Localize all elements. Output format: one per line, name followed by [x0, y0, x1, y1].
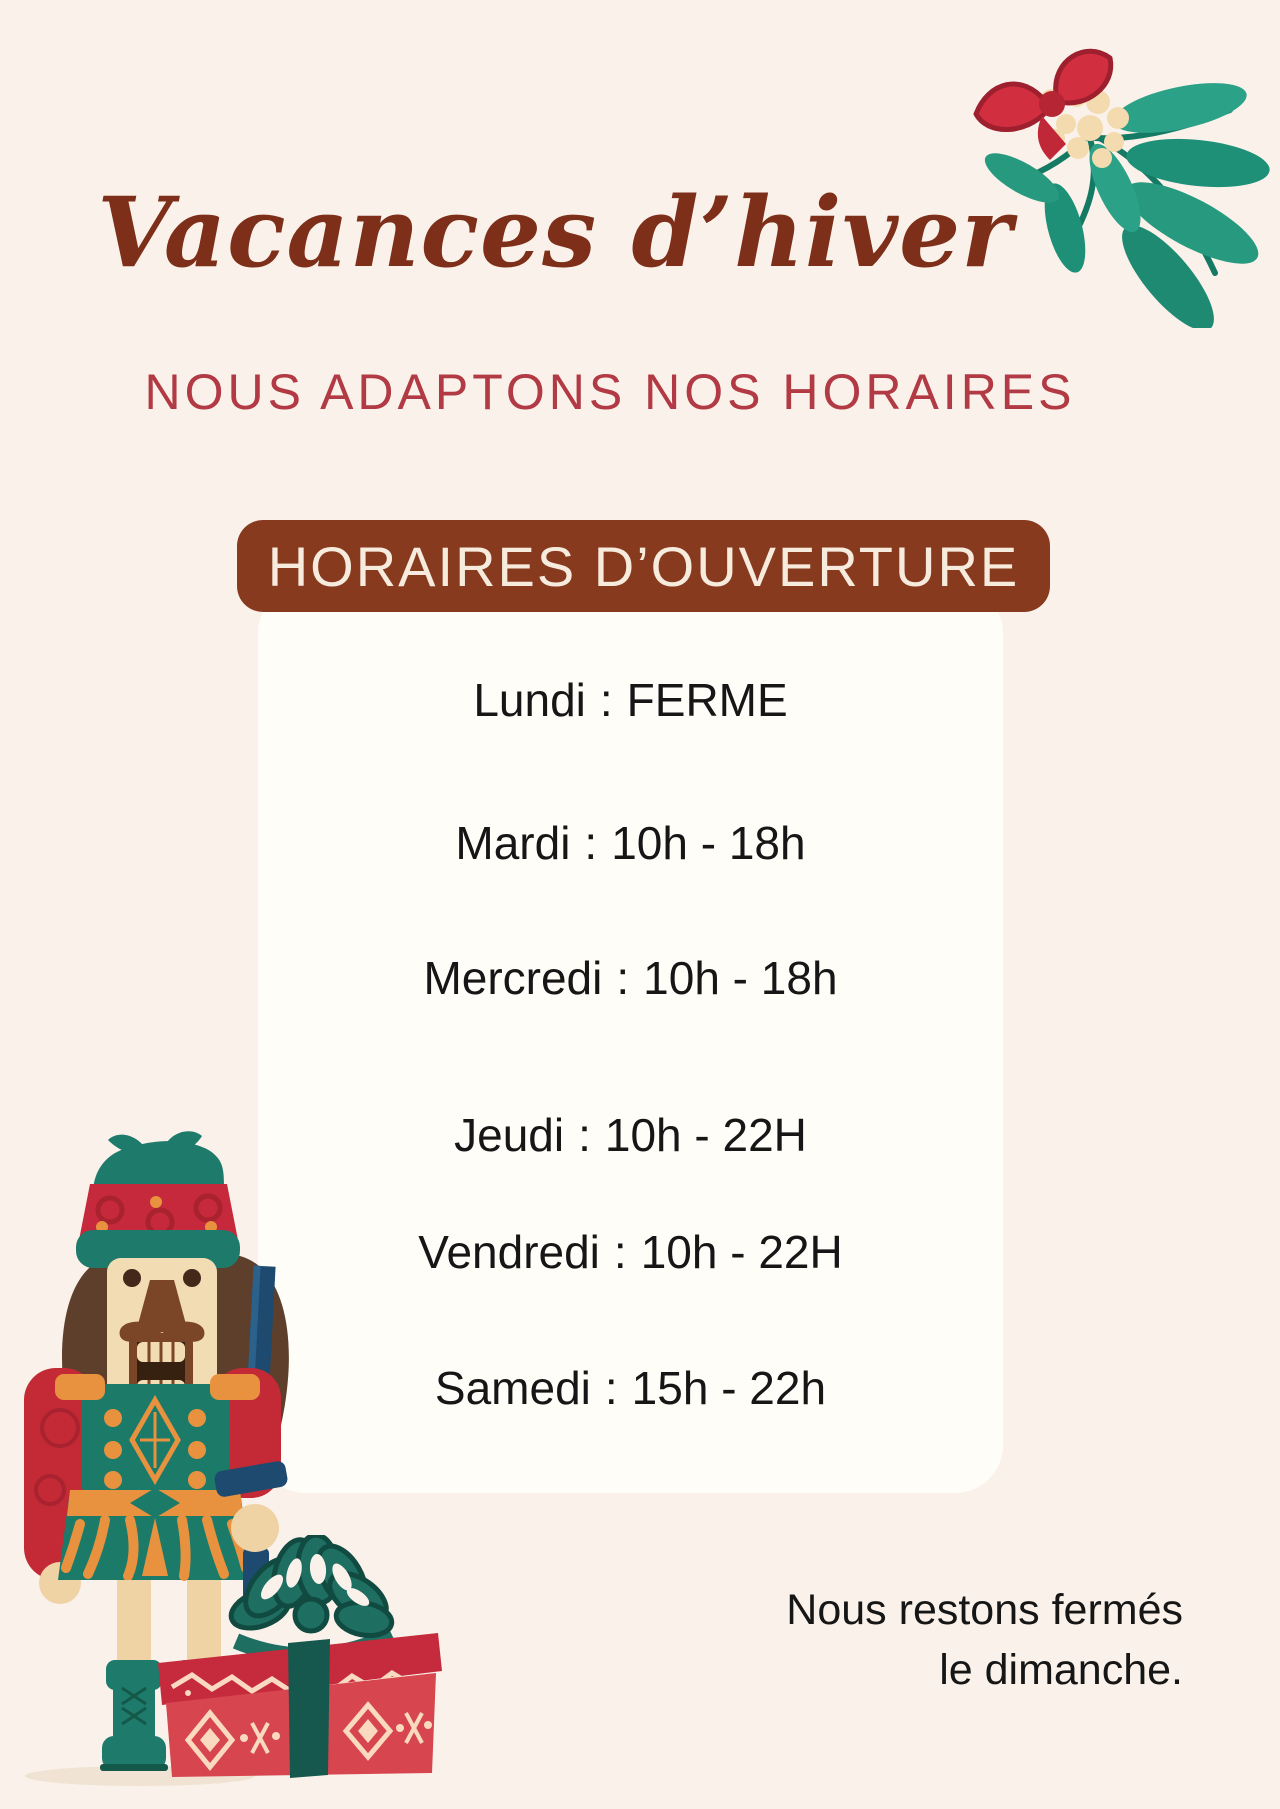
schedule-separator: :: [584, 817, 598, 869]
sunday-closed-note: [786, 1580, 1183, 1700]
day-label: Vendredi: [418, 1226, 600, 1278]
gift-ribbon: [288, 1639, 330, 1778]
schedule-row-mardi: [258, 815, 1003, 871]
schedule-row-mercredi: [258, 950, 1003, 1006]
day-label: Jeudi: [454, 1109, 565, 1161]
opening-hours-banner: [237, 520, 1050, 612]
note-line-1: Nous restons fermés: [786, 1586, 1183, 1634]
schedule-separator: :: [599, 674, 613, 726]
banner-label: HORAIRES D’OUVERTURE: [267, 534, 1020, 598]
schedule-separator: :: [604, 1362, 618, 1414]
poster-title: Vacances d’hiver: [97, 176, 1013, 289]
schedule-row-jeudi: [258, 1107, 1003, 1163]
note-line-2: le dimanche.: [939, 1646, 1183, 1694]
schedule-row-samedi: [258, 1360, 1003, 1416]
hours-value: 10h - 22H: [604, 1109, 807, 1161]
hours-value: 10h - 18h: [611, 817, 806, 869]
nutcracker-hat: [76, 1131, 240, 1268]
day-label: Mercredi: [423, 952, 603, 1004]
schedule-separator: :: [578, 1109, 591, 1161]
gift-illustration: [140, 1535, 450, 1785]
day-label: Mardi: [455, 817, 571, 869]
mistletoe-illustration: [930, 38, 1270, 328]
schedule-row-lundi: [258, 672, 1003, 728]
poster-subtitle: NOUS ADAPTONS NOS HORAIRES: [144, 364, 1076, 420]
gift-bow: [226, 1535, 395, 1656]
schedule-row-vendredi: [258, 1224, 1003, 1280]
schedule-separator: :: [616, 952, 630, 1004]
hours-value: 10h - 22H: [640, 1226, 843, 1278]
day-label: Lundi: [473, 674, 586, 726]
hours-value: 15h - 22h: [631, 1362, 827, 1414]
hours-value: 10h - 18h: [643, 952, 838, 1004]
schedule-separator: :: [613, 1226, 627, 1278]
hours-value: FERME: [626, 674, 788, 726]
day-label: Samedi: [434, 1362, 591, 1414]
